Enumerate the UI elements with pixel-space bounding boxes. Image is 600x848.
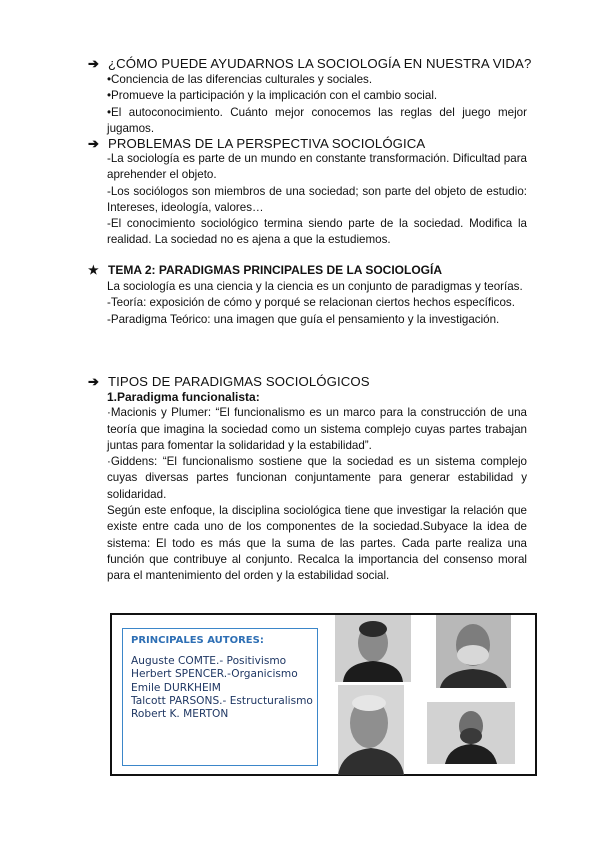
- paragraph: -Teoría: exposición de cómo y porqué se relacionan ciertos hechos específicos.: [107, 296, 515, 310]
- arrow-right-icon: ➔: [88, 136, 100, 151]
- authors-figure: [110, 613, 537, 776]
- tema-heading: [88, 263, 442, 277]
- subheading: 1.Paradigma funcionalista:: [107, 390, 260, 404]
- paragraph: La sociología es una ciencia y la ciencia es un conjunto de paradigmas y teorías.: [107, 280, 523, 293]
- author-item: Auguste COMTE.- Positivismo: [131, 655, 287, 667]
- portrait-photo: [427, 702, 515, 764]
- paragraph: -Paradigma Teórico: una imagen que guía el pensamiento y la investigación.: [107, 312, 500, 326]
- portrait-photo: [338, 685, 404, 775]
- paragraph: Según este enfoque, la disciplina sociológica tiene que investigar la relación que existe entre cada uno de los componentes de la sociedad.Subyace la idea de sistema: El todo es más que la suma de las partes. Cada parte realiza una función que contribuye al conjunto. Recalca la importancia del consenso moral para el mantenimiento del orden y la estabilidad social.: [107, 504, 527, 583]
- list-item: •Conciencia de las diferencias culturales y sociales.: [107, 73, 373, 86]
- list-item: -La sociología es parte de un mundo en constante transformación. Dificultad para aprehender el objeto.: [107, 152, 527, 182]
- author-item: Talcott PARSONS.- Estructuralismo: [131, 694, 313, 707]
- section-body: [107, 151, 527, 249]
- portrait-icon: [335, 615, 411, 682]
- authors-box: [122, 628, 318, 766]
- arrow-right-icon: ➔: [88, 374, 100, 389]
- section-heading: [88, 56, 531, 72]
- portrait-photo: [335, 615, 411, 682]
- section-body: [107, 389, 527, 585]
- author-item: Herbert SPENCER.-Organicismo: [131, 668, 298, 681]
- authors-title: PRINCIPALES AUTORES:: [131, 635, 264, 646]
- paragraph: ·Giddens: “El funcionalismo sostiene que la sociedad es un sistema complejo cuyas diversas partes funcionan conjuntamente para generar estabilidad y solidaridad.: [107, 455, 527, 501]
- list-item: •El autoconocimiento. Cuánto mejor conocemos las reglas del juego mejor jugamos.: [107, 105, 527, 135]
- portrait-icon: [427, 702, 515, 764]
- heading-text: ¿CÓMO PUEDE AYUDARNOS LA SOCIOLOGÍA EN NUESTRA VIDA?: [108, 56, 532, 71]
- list-item: -El conocimiento sociológico termina siendo parte de la sociedad. Modifica la realidad. La sociedad no es ajena a que la estudiemos.: [107, 217, 527, 247]
- portrait-photo: [436, 615, 511, 688]
- heading-text: PROBLEMAS DE LA PERSPECTIVA SOCIOLÓGICA: [108, 136, 426, 151]
- star-icon: ★: [88, 263, 99, 277]
- author-item: Robert K. MERTON: [131, 708, 229, 721]
- author-item: Emile DURKHEIM: [131, 681, 221, 694]
- list-item: •Promueve la participación y la implicación con el cambio social.: [107, 89, 438, 103]
- tema-body: [107, 279, 527, 328]
- section-body: [107, 72, 527, 137]
- list-item: -Los sociólogos son miembros de una sociedad; son parte del objeto de estudio: Intereses, ideología, valores…: [107, 184, 527, 214]
- portrait-icon: [436, 615, 511, 688]
- section-heading: [88, 374, 370, 390]
- heading-text: TEMA 2: PARADIGMAS PRINCIPALES DE LA SOCIOLOGÍA: [108, 263, 443, 277]
- portrait-icon: [338, 685, 404, 775]
- heading-text: TIPOS DE PARADIGMAS SOCIOLÓGICOS: [108, 374, 370, 389]
- paragraph: ·Macionis y Plumer: “El funcionalismo es un marco para la construcción de una teoría que imagina la sociedad como un sistema complejo cuyas partes trabajan juntas para fomentar la solidaridad y la estabilidad”.: [107, 406, 527, 452]
- arrow-right-icon: ➔: [88, 56, 100, 71]
- section-heading: [88, 136, 425, 152]
